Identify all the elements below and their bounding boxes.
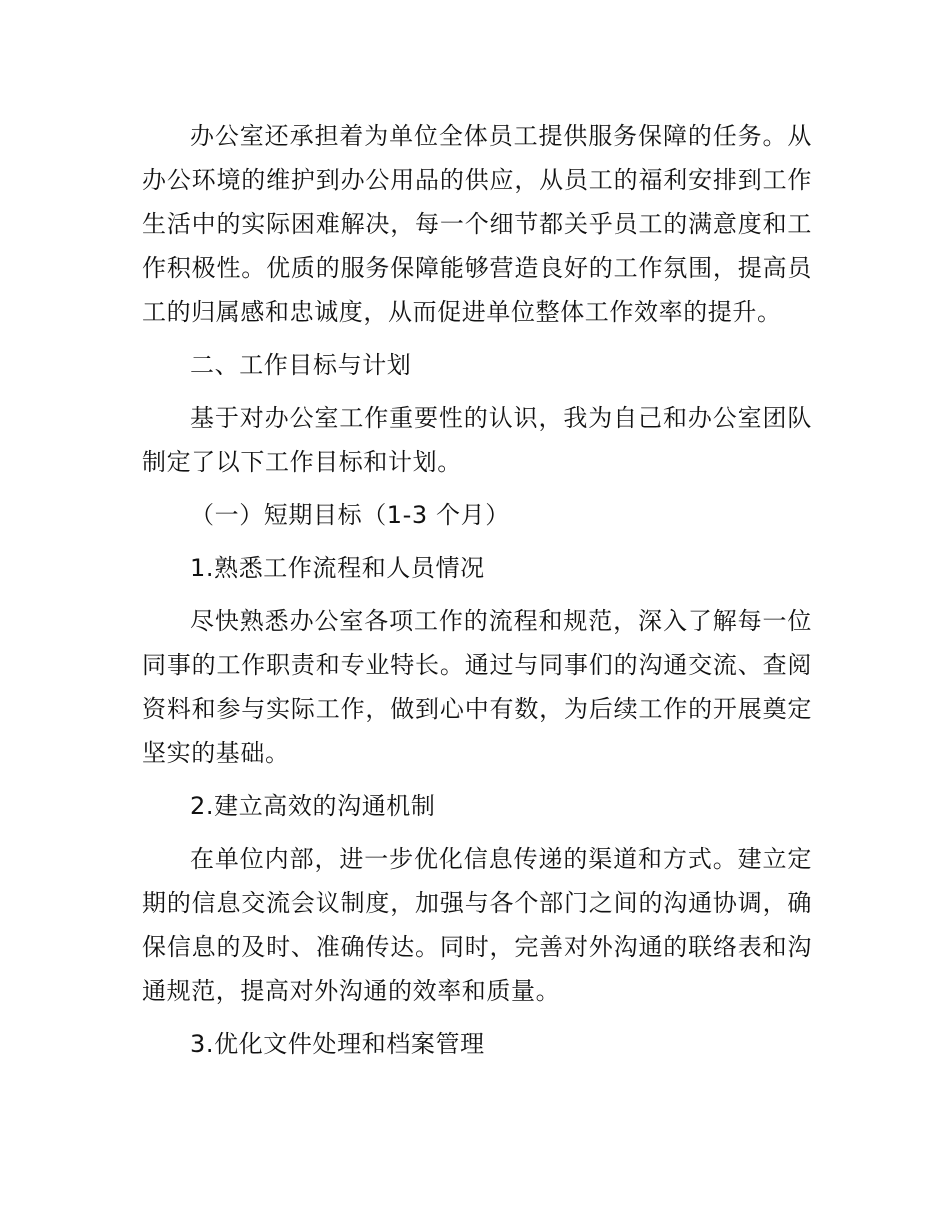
paragraph-goals-intro: 基于对办公室工作重要性的认识，我为自己和办公室团队制定了以下工作目标和计划。 — [142, 404, 812, 476]
item-heading-documents: 3.优化文件处理和档案管理 — [190, 1030, 485, 1058]
document-body — [142, 114, 812, 1075]
subsection-heading-short-term: （一）短期目标（1-3 个月） — [190, 501, 510, 529]
paragraph-familiarize: 尽快熟悉办公室各项工作的流程和规范，深入了解每一位同事的工作职责和专业特长。通过与同事们的沟通交流、查阅资料和参与实际工作，做到心中有数，为后续工作的开展奠定坚实的基础。 — [142, 607, 812, 767]
paragraph-communication: 在单位内部，进一步优化信息传递的渠道和方式。建立定期的信息交流会议制度，加强与各个部门之间的沟通协调，确保信息的及时、准确传达。同时，完善对外沟通的联络表和沟通规范，提高对外沟通的效率和质量。 — [142, 845, 812, 1005]
item-heading-communication: 2.建立高效的沟通机制 — [190, 792, 436, 820]
item-heading-familiarize: 1.熟悉工作流程和人员情况 — [190, 554, 485, 582]
section-heading-goals-plans: 二、工作目标与计划 — [190, 351, 412, 379]
paragraph-service-support: 办公室还承担着为单位全体员工提供服务保障的任务。从办公环境的维护到办公用品的供应，从员工的福利安排到工作生活中的实际困难解决，每一个细节都关乎员工的满意度和工作积极性。优质的服务保障能够营造良好的工作氛围，提高员工的归属感和忠诚度，从而促进单位整体工作效率的提升。 — [142, 122, 812, 326]
